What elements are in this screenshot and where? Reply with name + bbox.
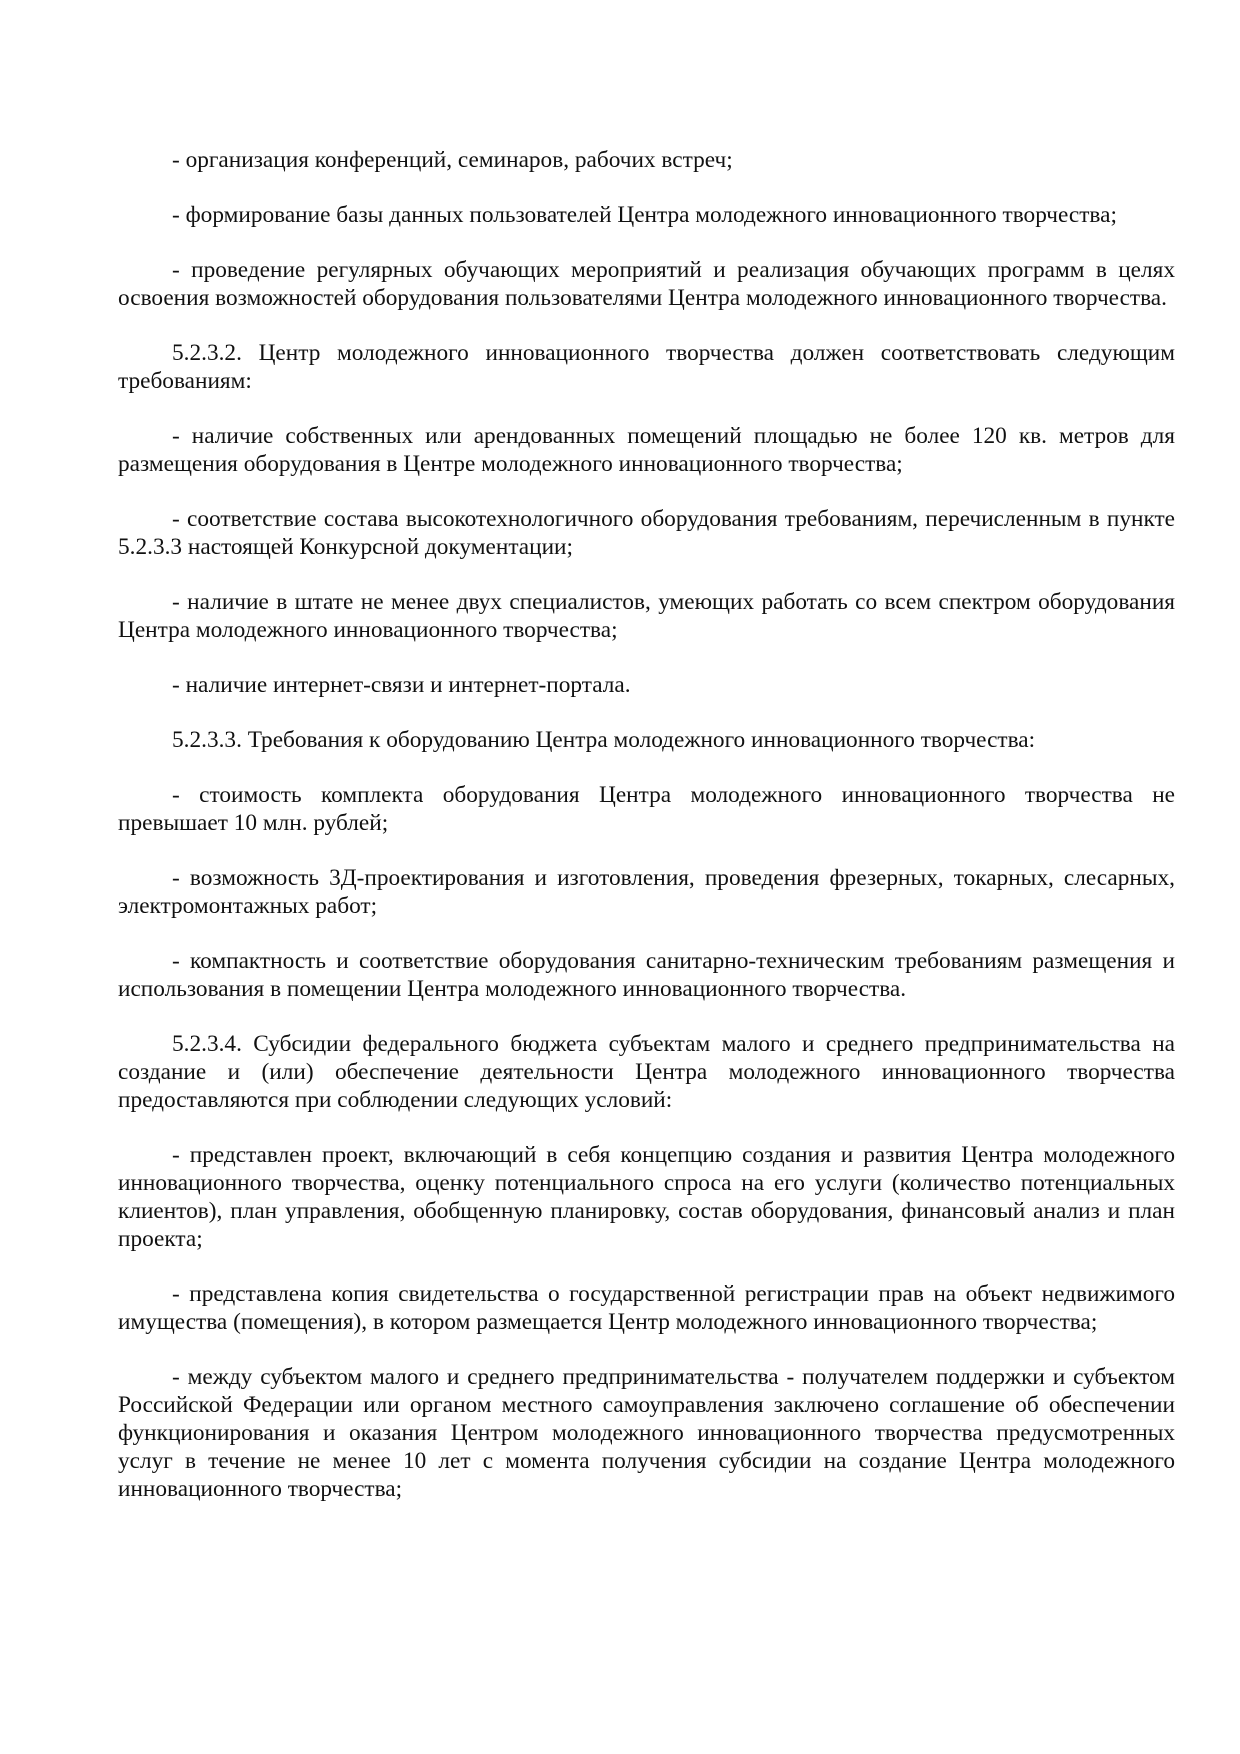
paragraph-3d-design: - возможность 3Д-проектирования и изготовления, проведения фрезерных, токарных, слесарных, электромонтажных работ;: [118, 865, 1175, 919]
paragraph-equipment-compliance: - соответствие состава высокотехнологичного оборудования требованиям, перечисленным в пункте 5.2.3.3 настоящей Конкурсной документации;: [118, 506, 1175, 560]
paragraph-user-database: - формирование базы данных пользователей Центра молодежного инновационного творчества;: [172, 202, 1117, 228]
paragraph-compactness: - компактность и соответствие оборудования санитарно-техническим требованиям размещения и использования в помещении Центра молодежного инновационного творчества.: [118, 948, 1175, 1002]
paragraph-registration-copy: - представлена копия свидетельства о государственной регистрации прав на объект недвижимого имущества (помещения), в котором размещается Центр молодежного инновационного творчества;: [118, 1281, 1175, 1335]
paragraph-specialists: - наличие в штате не менее двух специалистов, умеющих работать со всем спектром оборудования Центра молодежного инновационного творчества;: [118, 589, 1175, 643]
paragraph-project: - представлен проект, включающий в себя концепцию создания и развития Центра молодежного инновационного творчества, оценку потенциального спроса на его услуги (количество потенциальных клиентов), план управления, обобщенную планировку, состав оборудования, финансовый анализ и план проекта;: [118, 1142, 1175, 1252]
paragraph-section-5-2-3-4: 5.2.3.4. Субсидии федерального бюджета субъектам малого и среднего предпринимательства на создание и (или) обеспечение деятельности Центра молодежного инновационного творчества предоставляются при соблюдении следующих условий:: [118, 1031, 1175, 1113]
paragraph-agreement: - между субъектом малого и среднего предпринимательства - получателем поддержки и субъектом Российской Федерации или органом местного самоуправления заключено соглашение об обеспечении функционирования и оказания Центром молодежного инновационного творчества предусмотренных услуг в течение не менее 10 лет с момента получения субсидии на создание Центра молодежного инновационного творчества;: [118, 1364, 1175, 1502]
paragraph-section-5-2-3-2: 5.2.3.2. Центр молодежного инновационного творчества должен соответствовать следующим требованиям:: [118, 340, 1175, 394]
paragraph-equipment-cost: - стоимость комплекта оборудования Центра молодежного инновационного творчества не превышает 10 млн. рублей;: [118, 782, 1175, 836]
paragraph-internet: - наличие интернет-связи и интернет-портала.: [172, 672, 631, 698]
paragraph-premises: - наличие собственных или арендованных помещений площадью не более 120 кв. метров для размещения оборудования в Центре молодежного инновационного творчества;: [118, 423, 1175, 477]
paragraph-conferences: - организация конференций, семинаров, рабочих встреч;: [172, 147, 733, 173]
paragraph-training-events: - проведение регулярных обучающих мероприятий и реализация обучающих программ в целях освоения возможностей оборудования пользователями Центра молодежного инновационного творчества.: [118, 257, 1175, 311]
document-page: [118, 146, 1175, 1530]
paragraph-section-5-2-3-3: 5.2.3.3. Требования к оборудованию Центра молодежного инновационного творчества:: [172, 727, 1036, 753]
